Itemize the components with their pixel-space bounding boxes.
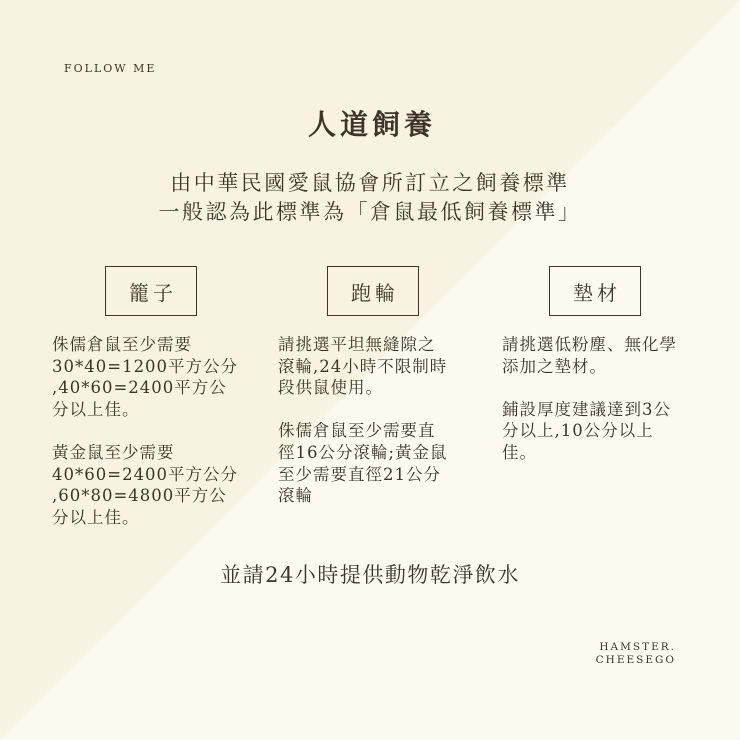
section-body-bedding (502, 334, 717, 464)
text-line: 請挑選低粉塵、無化學 (502, 335, 677, 354)
paragraph (52, 442, 267, 528)
text-line: 30*40=1200平方公分 (52, 356, 239, 376)
section-body-cage (52, 334, 267, 528)
text-line: 分以上,10公分以上 (502, 421, 654, 441)
section-heading-cage: 籠子 (105, 266, 197, 316)
paragraph (502, 399, 717, 464)
text-line: 分以上佳。 (52, 507, 140, 527)
text-line: ,40*60=2400平方公 (52, 378, 227, 398)
subtitle-line-1: 由中華民國愛鼠協會所訂立之飼養標準 (170, 171, 570, 195)
brand-line-2: CHEESEGO (595, 654, 676, 666)
section-body-wheel (278, 334, 493, 507)
paragraph (502, 334, 717, 377)
section-heading-wheel: 跑輪 (327, 266, 419, 316)
text-line: 請挑選平坦無縫隙之 (278, 335, 436, 354)
text-line: 鋪設厚度建議達到3公 (502, 399, 671, 419)
text-line: 徑16公分滾輪;黃金鼠 (278, 442, 448, 462)
text-line: 段供鼠使用。 (278, 378, 383, 398)
paragraph (52, 334, 267, 420)
follow-me-label: FOLLOW ME (64, 62, 157, 75)
text-line: 滾輪 (278, 486, 313, 506)
brand-line-1: HAMSTER. (599, 641, 676, 653)
section-heading-bedding: 墊材 (549, 266, 641, 316)
text-line: 侏儒倉鼠至少需要 (52, 335, 192, 354)
text-line: 至少需要直徑21公分 (278, 464, 441, 484)
text-line: 佳。 (502, 442, 537, 462)
water-note: 並請24小時提供動物乾淨飲水 (220, 563, 520, 587)
paragraph (278, 334, 493, 399)
text-line: 侏儒倉鼠至少需要直 (278, 421, 436, 441)
page-title: 人道飼養 (307, 108, 436, 141)
brand-signature (596, 641, 676, 667)
text-line: 40*60=2400平方公分 (52, 464, 239, 484)
text-line: 分以上佳。 (52, 399, 140, 419)
text-line: 黃金鼠至少需要 (52, 442, 175, 462)
subtitle-line-2: 一般認為此標準為「倉鼠最低飼養標準」 (158, 200, 582, 224)
text-line: ,60*80=4800平方公 (52, 486, 227, 506)
paragraph (278, 420, 493, 506)
subtitle (0, 169, 740, 227)
text-line: 滾輪,24小時不限制時 (278, 356, 448, 376)
text-line: 添加之墊材。 (502, 356, 607, 376)
